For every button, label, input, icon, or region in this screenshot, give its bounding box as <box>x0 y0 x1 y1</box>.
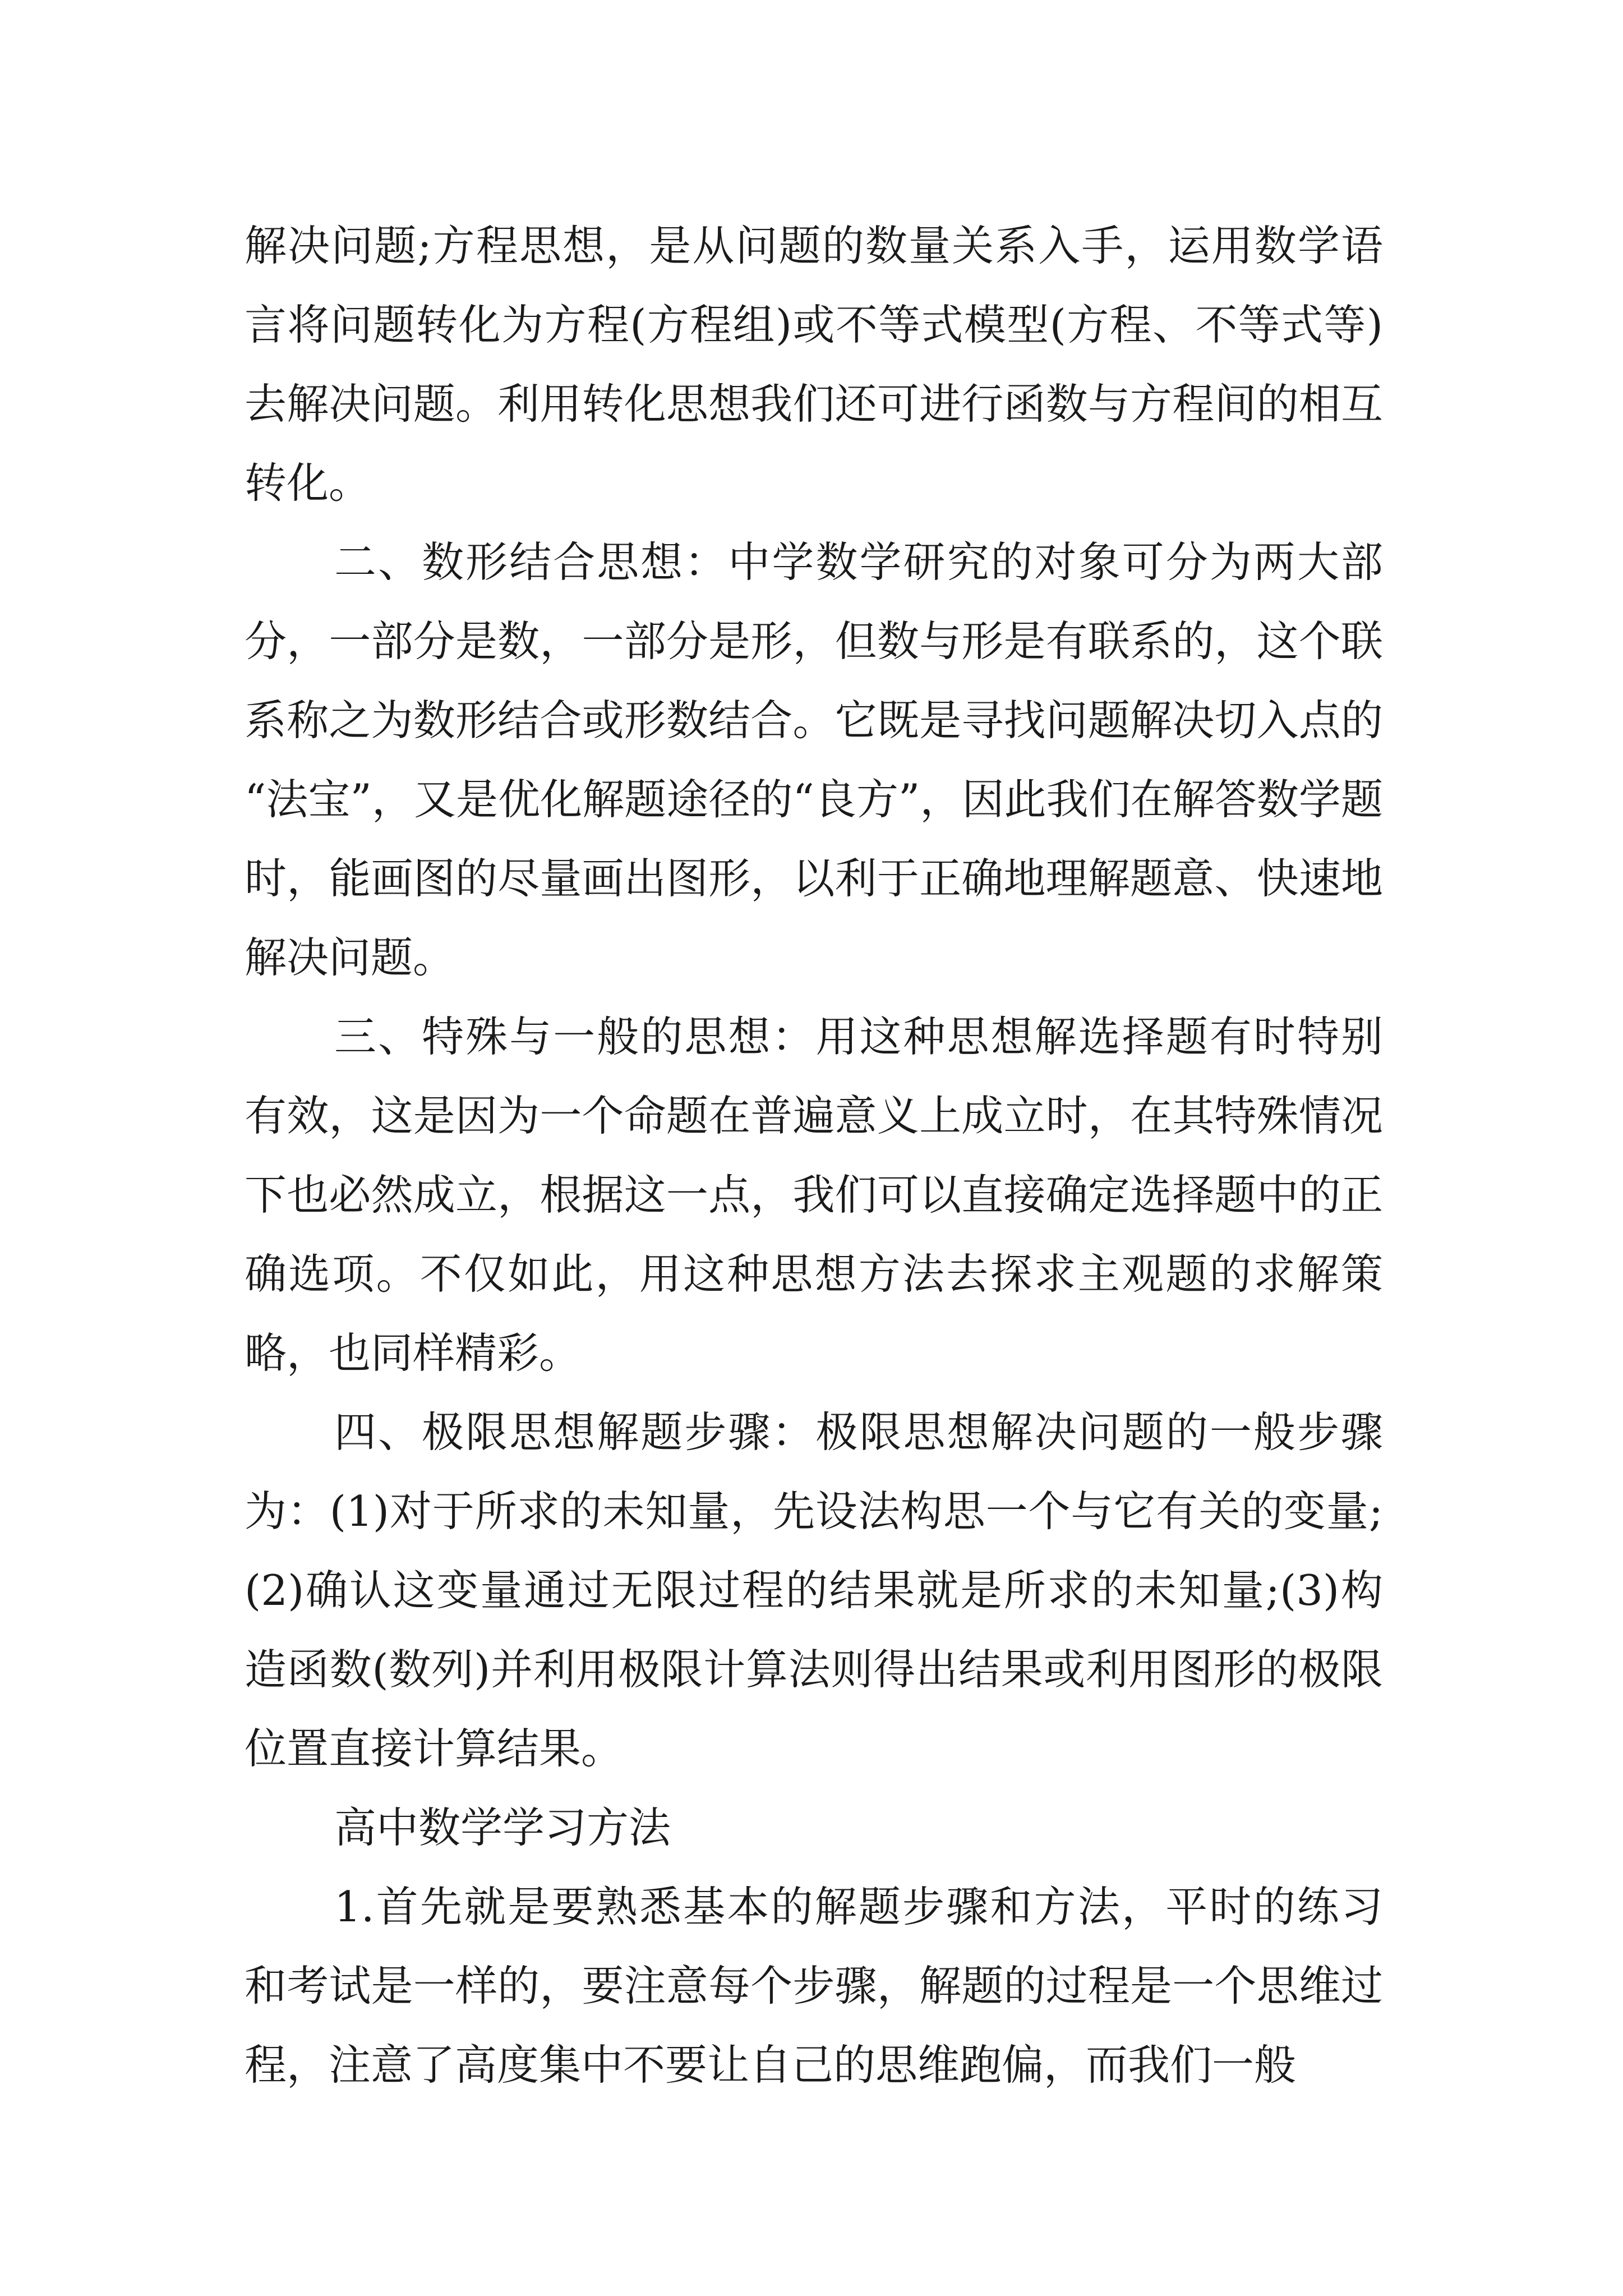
paragraph-shu-xing-jie-he: 二、数形结合思想：中学数学研究的对象可分为两大部分，一部分是数，一部分是形，但数与形是有联系的，这个联系称之为数形结合或形数结合。它既是寻找问题解决切入点的 “法宝”，又是优化解题途径的“良方”，因此我们在解答数学题时，能画图的尽量画出图形，以利于正确地理解题意、快速地解决问题。 <box>245 537 1383 982</box>
paragraph-study-method-1: 1.首先就是要熟悉基本的解题步骤和方法，平时的练习和考试是一样的，要注意每个步骤，解题的过程是一个思维过程，注意了高度集中不要让自己的思维跑偏，而我们一般 <box>245 1882 1383 2090</box>
section-heading: 高中数学学习方法 <box>334 1803 671 1852</box>
paragraph-ji-xian-si-xiang: 四、极限思想解题步骤：极限思想解决问题的一般步骤为：(1)对于所求的未知量，先设法构思一个与它有关的变量;(2)确认这变量通过无限过程的结果就是所求的未知量;(3)构造函数(数列)并利用极限计算法则得出结果或利用图形的极限位置直接计算结果。 <box>245 1407 1383 1773</box>
document-body <box>245 206 1383 2105</box>
paragraph-te-shu-yu-yi-ban: 三、特殊与一般的思想：用这种思想解选择题有时特别有效，这是因为一个命题在普遍意义上成立时，在其特殊情况下也必然成立，根据这一点，我们可以直接确定选择题中的正确选项。不仅如此，用这种思想方法去探求主观题的求解策略，也同样精彩。 <box>245 1012 1383 1378</box>
paragraph-continuation: 解决问题;方程思想，是从问题的数量关系入手，运用数学语言将问题转化为方程(方程组)或不等式模型(方程、不等式等)去解决问题。利用转化思想我们还可进行函数与方程间的相互转化。 <box>245 221 1383 508</box>
